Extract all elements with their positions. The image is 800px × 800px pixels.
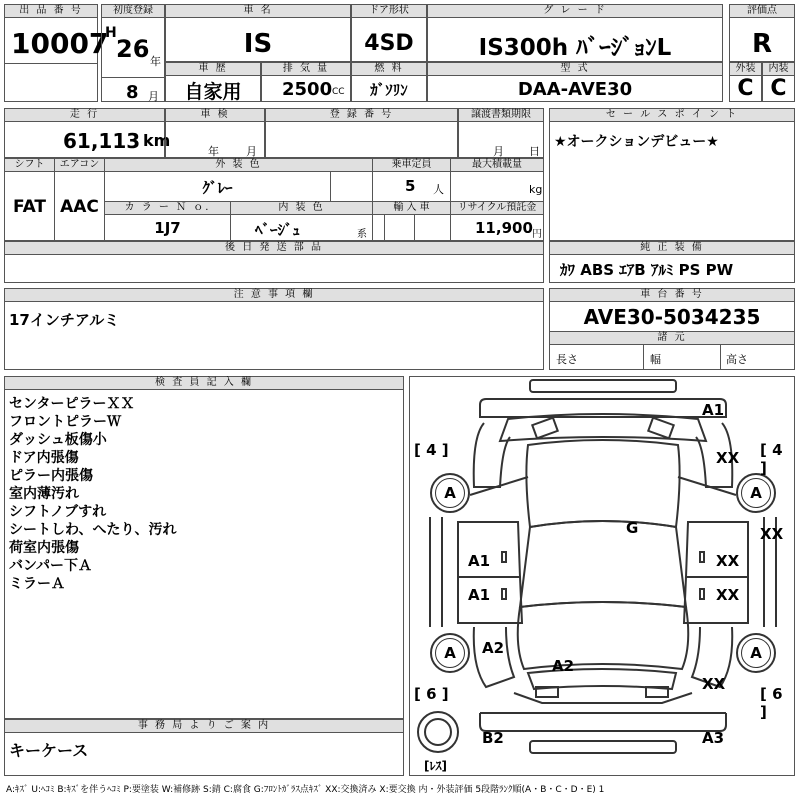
chassis-box bbox=[549, 288, 795, 370]
mark-front-bumper: A1 bbox=[702, 401, 725, 419]
era: H bbox=[105, 25, 117, 41]
displacement-label: 排 気 量 bbox=[262, 63, 350, 76]
fuel-box bbox=[351, 62, 427, 102]
equipment-label: 純 正 装 備 bbox=[550, 242, 794, 255]
note-line: バンパー下Ａ bbox=[9, 558, 93, 574]
sales-point-box bbox=[549, 108, 795, 241]
displacement-unit: CC bbox=[332, 87, 345, 97]
mileage-box bbox=[4, 108, 171, 158]
color: ｸﾞﾚｰ bbox=[202, 179, 233, 197]
first-reg-box bbox=[101, 4, 165, 102]
mark-rear-bumper-left: B2 bbox=[482, 729, 504, 747]
car-name-label: 車 名 bbox=[166, 5, 350, 18]
office-label: 事 務 局 よ り ご 案 内 bbox=[5, 720, 403, 733]
tire-front-right: [ 4 ] bbox=[760, 441, 783, 477]
interior-label: 内装 bbox=[763, 63, 794, 76]
note-line: ピラー内張傷 bbox=[9, 468, 93, 484]
color-label: 外 装 色 bbox=[105, 159, 373, 172]
history-box bbox=[165, 62, 261, 102]
lot-no: 10007 bbox=[11, 27, 109, 60]
mark-right-front-door: XX bbox=[716, 552, 740, 570]
mark-right-pillar: XX bbox=[760, 525, 784, 543]
tire-rear-right: [ 6 ] bbox=[760, 685, 783, 721]
mark-wheel-fr: A bbox=[741, 478, 771, 508]
interior-box bbox=[762, 62, 795, 102]
inspector-notes bbox=[9, 395, 176, 593]
history: 自家用 bbox=[184, 81, 242, 103]
caution-text: 17インチアルミ bbox=[9, 311, 120, 329]
grade: IS300h ﾊﾞｰｼﾞｮﾝL bbox=[478, 35, 672, 61]
chassis-label: 車 台 番 号 bbox=[550, 289, 794, 302]
tire-front-left: [ 4 ] bbox=[414, 441, 449, 459]
inspection-label: 車 検 bbox=[166, 109, 264, 122]
width-label: 幅 bbox=[650, 353, 661, 366]
dims-label: 諸 元 bbox=[550, 331, 794, 345]
mark-right-rear-door: XX bbox=[716, 586, 740, 604]
month-unit: 月 bbox=[148, 90, 159, 103]
mark-front-right-fender: XX bbox=[716, 449, 740, 467]
mark-left-rear-fender: A2 bbox=[482, 639, 505, 657]
recycle-unit: 円 bbox=[532, 229, 542, 240]
interior-color-unit: 系 bbox=[357, 229, 367, 240]
displacement-box bbox=[261, 62, 351, 102]
reg-no-label: 登 録 番 号 bbox=[266, 109, 457, 122]
note-line: フロントピラーＷ bbox=[9, 414, 121, 430]
spec-box bbox=[4, 158, 544, 241]
note-line: センターピラーＸＸ bbox=[9, 396, 135, 412]
import-label: 輸 入 車 bbox=[373, 202, 451, 215]
model-box bbox=[427, 62, 723, 102]
wheel-rear-left bbox=[430, 633, 470, 673]
model-label: 型 式 bbox=[428, 63, 722, 76]
tire-rear-left: [ 6 ] bbox=[414, 685, 449, 703]
ac: AAC bbox=[60, 197, 99, 217]
mark-right-rear-fender: XX bbox=[702, 675, 726, 693]
mileage: 61,113 bbox=[63, 129, 141, 153]
transfer-month-unit: 月 bbox=[493, 145, 504, 158]
wheel-rear-right bbox=[736, 633, 776, 673]
mileage-label: 走 行 bbox=[5, 109, 164, 122]
wheel-front-right bbox=[736, 473, 776, 513]
office-box bbox=[4, 719, 404, 776]
interior-color: ﾍﾞｰｼﾞｭ bbox=[255, 221, 301, 239]
inspection-year-unit: 年 bbox=[208, 145, 219, 158]
door: 4SD bbox=[364, 31, 414, 56]
caution-label: 注 意 事 項 欄 bbox=[5, 289, 543, 302]
car-diagram bbox=[409, 376, 795, 776]
mark-left-rear-door: A1 bbox=[468, 586, 491, 604]
color-no-label: カ ラ ー Ｎ ｏ. bbox=[105, 202, 231, 215]
year: 26 bbox=[116, 35, 150, 63]
caution-box bbox=[4, 288, 544, 370]
capacity: 5 bbox=[405, 177, 416, 195]
note-line: ドア内張傷 bbox=[9, 450, 79, 466]
recycle-label: リサイクル預託金 bbox=[451, 202, 543, 215]
inspector-box bbox=[4, 376, 404, 719]
equipment-items: ｶﾜ ABS ｴｱB ｱﾙﾐ PS PW bbox=[560, 261, 734, 279]
later-parts-label: 後 日 発 送 部 品 bbox=[5, 242, 543, 255]
note-line: 室内薄汚れ bbox=[9, 486, 79, 502]
note-line: ミラーＡ bbox=[9, 576, 65, 592]
legend: A:ｷｽﾞ U:ﾍｺﾐ B:ｷｽﾞを伴うﾍｺﾐ P:要塗装 W:補修跡 S:錆 C:腐食 G:ﾌﾛﾝﾄｶﾞﾗｽ点ｷｽﾞ XX:交換済み X:要交換 内・外装評価 5段階ﾗﾝｸ順(A・B・C・D・E) 1 bbox=[6, 785, 605, 795]
mark-rear-bumper-right: A3 bbox=[702, 729, 725, 747]
spare-tire-label: [ﾚｽ] bbox=[424, 759, 447, 773]
office-text: キーケース bbox=[9, 741, 89, 760]
ac-label: エアコン bbox=[55, 159, 105, 172]
shift: FAT bbox=[12, 197, 47, 217]
inspection-box bbox=[165, 108, 265, 158]
transfer-day-unit: 日 bbox=[529, 145, 540, 158]
max-load-unit: kg bbox=[529, 183, 543, 196]
reg-no-box bbox=[265, 108, 458, 158]
shift-label: シフト bbox=[5, 159, 55, 172]
model: DAA-AVE30 bbox=[517, 79, 633, 100]
sales-point-label: セ ー ル ス ポ イ ン ト bbox=[550, 109, 794, 122]
wheel-front-left bbox=[430, 473, 470, 513]
mark-left-front-door: A1 bbox=[468, 552, 491, 570]
lot-no-box bbox=[4, 4, 109, 102]
car-outline bbox=[410, 377, 794, 775]
chassis-no: AVE30-5034235 bbox=[583, 305, 761, 329]
grade-box bbox=[427, 4, 723, 62]
capacity-unit: 人 bbox=[433, 183, 444, 196]
capacity-label: 乗車定員 bbox=[373, 159, 451, 172]
length-label: 長さ bbox=[556, 353, 578, 366]
history-label: 車 歴 bbox=[166, 63, 260, 76]
exterior-score: C bbox=[737, 76, 754, 101]
door-box bbox=[351, 4, 427, 62]
fuel: ｶﾞｿﾘﾝ bbox=[370, 81, 408, 99]
mark-trunk: A2 bbox=[552, 657, 575, 675]
interior-score: C bbox=[770, 76, 787, 101]
displacement: 2500 bbox=[282, 79, 333, 100]
mileage-unit: km bbox=[143, 131, 171, 150]
lot-no-label: 出 品 番 号 bbox=[5, 5, 97, 18]
color-no: 1J7 bbox=[154, 219, 181, 237]
note-line: ダッシュ板傷小 bbox=[9, 432, 107, 448]
first-reg-label: 初度登録 bbox=[102, 5, 164, 18]
exterior-label: 外装 bbox=[730, 63, 761, 76]
score-box bbox=[729, 4, 795, 62]
max-load-label: 最大積載量 bbox=[451, 159, 543, 172]
car-name: IS bbox=[243, 29, 273, 59]
note-line: シートしわ、へたり、汚れ bbox=[9, 522, 177, 538]
door-label: ドア形状 bbox=[352, 5, 426, 18]
score: R bbox=[751, 29, 773, 59]
equipment-box bbox=[549, 241, 795, 283]
sales-point: ★オークションデビュー★ bbox=[554, 134, 719, 150]
mark-windshield: G bbox=[626, 519, 639, 537]
height-label: 高さ bbox=[726, 353, 748, 366]
exterior-box bbox=[729, 62, 762, 102]
inspector-label: 検 査 員 記 入 欄 bbox=[5, 377, 403, 390]
car-name-box bbox=[165, 4, 351, 62]
year-unit: 年 bbox=[150, 55, 161, 68]
note-line: 荷室内張傷 bbox=[9, 540, 79, 556]
grade-label: グ レ ー ド bbox=[428, 5, 722, 18]
transfer-label: 譲渡書類期限 bbox=[459, 109, 543, 122]
mark-wheel-rl: A bbox=[435, 638, 465, 668]
fuel-label: 燃 料 bbox=[352, 63, 426, 76]
later-parts-box bbox=[4, 241, 544, 283]
transfer-box bbox=[458, 108, 544, 158]
inspection-month-unit: 月 bbox=[246, 145, 257, 158]
mark-wheel-fl: A bbox=[435, 478, 465, 508]
interior-color-label: 内 装 色 bbox=[231, 202, 373, 215]
mark-wheel-rr: A bbox=[741, 638, 771, 668]
recycle: 11,900 bbox=[475, 219, 533, 237]
month: 8 bbox=[126, 82, 139, 103]
score-label: 評価点 bbox=[730, 5, 794, 18]
note-line: シフトノブすれ bbox=[9, 504, 107, 520]
